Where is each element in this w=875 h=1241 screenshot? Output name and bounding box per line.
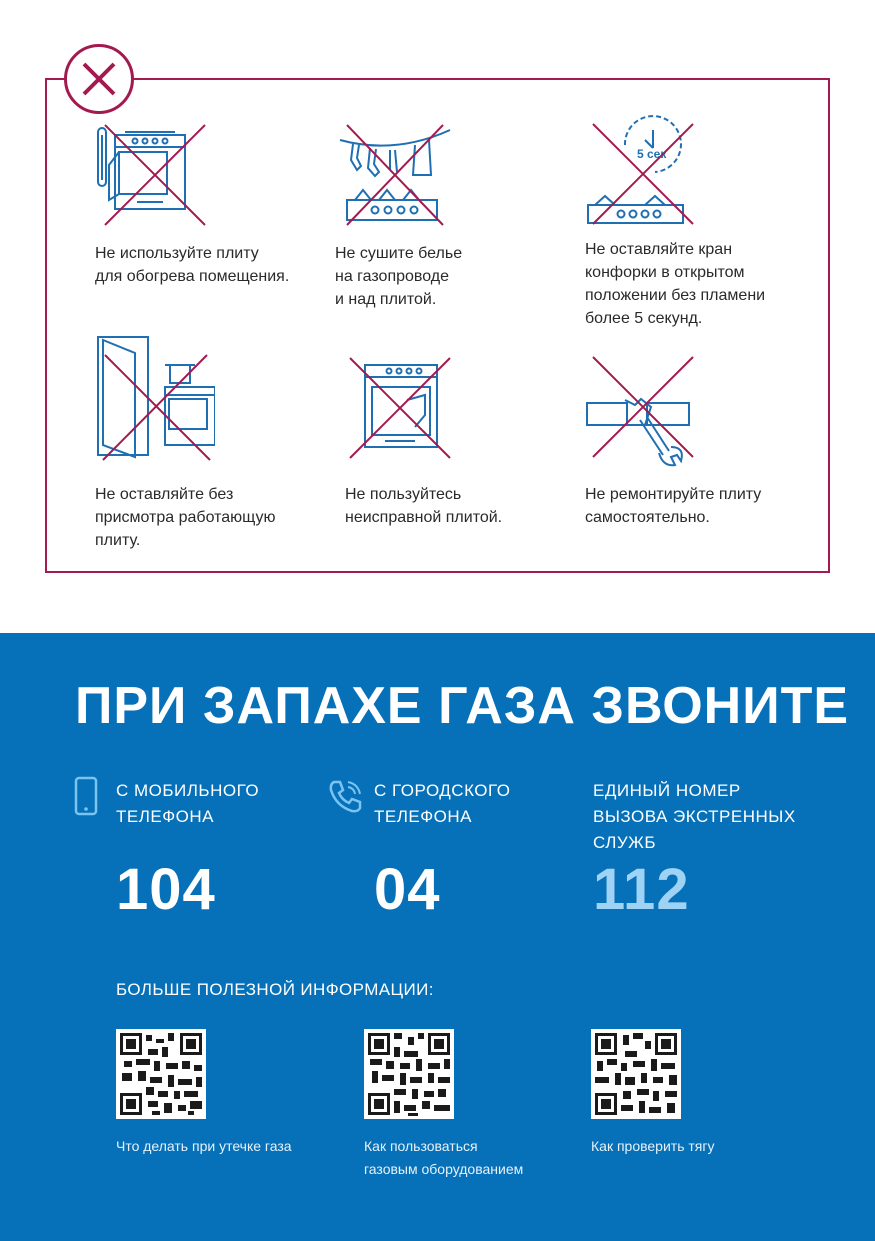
warning-text: Не сушите белье на газопроводе и над плитой. xyxy=(335,245,463,308)
qr-code-icon xyxy=(591,1029,681,1119)
qr-code[interactable] xyxy=(364,1029,454,1119)
timer-label: 5 сек xyxy=(637,147,667,161)
call-label-mobile: С МОБИЛЬНОГО ТЕЛЕФОНА xyxy=(116,781,260,826)
qr-code[interactable] xyxy=(591,1029,681,1119)
qr-caption: Как пользоваться газовым оборудованием xyxy=(364,1138,524,1177)
repair-wrench-icon xyxy=(585,355,700,475)
broken-stove-icon xyxy=(345,355,455,465)
qr-code[interactable] xyxy=(116,1029,206,1119)
warning-text: Не используйте плиту для обогрева помещения. xyxy=(95,245,290,285)
stove-heater-icon xyxy=(95,120,215,230)
warning-text: Не оставляйте кран конфорки в открытом положении без пламени более 5 секунд. xyxy=(585,241,766,327)
headline: ПРИ ЗАПАХЕ ГАЗА ЗВОНИТЕ xyxy=(75,677,850,735)
qr-caption: Что делать при утечке газа xyxy=(116,1138,292,1154)
unattended-stove-icon xyxy=(95,335,215,465)
timer-burner-icon xyxy=(585,110,705,230)
call-label-unified: ЕДИНЫЙ НОМЕР ВЫЗОВА ЭКСТРЕННЫХ СЛУЖБ xyxy=(593,781,796,852)
qr-caption: Как проверить тягу xyxy=(591,1138,715,1154)
warning-text: Не пользуйтесь неисправной плитой. xyxy=(345,486,503,526)
warning-text: Не оставляйте без присмотра работающую плиту. xyxy=(95,486,276,549)
prohibited-x-icon xyxy=(64,44,134,114)
more-info-title: БОЛЬШЕ ПОЛЕЗНОЙ ИНФОРМАЦИИ: xyxy=(116,980,434,999)
landline-phone-icon xyxy=(328,778,364,814)
warning-text: Не ремонтируйте плиту самостоятельно. xyxy=(585,486,762,526)
qr-code-icon xyxy=(364,1029,454,1119)
qr-code-icon xyxy=(116,1029,206,1119)
call-number-landline[interactable]: 04 xyxy=(374,857,441,922)
call-number-unified[interactable]: 112 xyxy=(593,857,690,922)
call-label-landline: С ГОРОДСКОГО ТЕЛЕФОНА xyxy=(374,781,511,826)
mobile-phone-icon xyxy=(74,776,98,816)
call-number-mobile[interactable]: 104 xyxy=(116,857,216,922)
drying-laundry-icon xyxy=(335,120,455,230)
